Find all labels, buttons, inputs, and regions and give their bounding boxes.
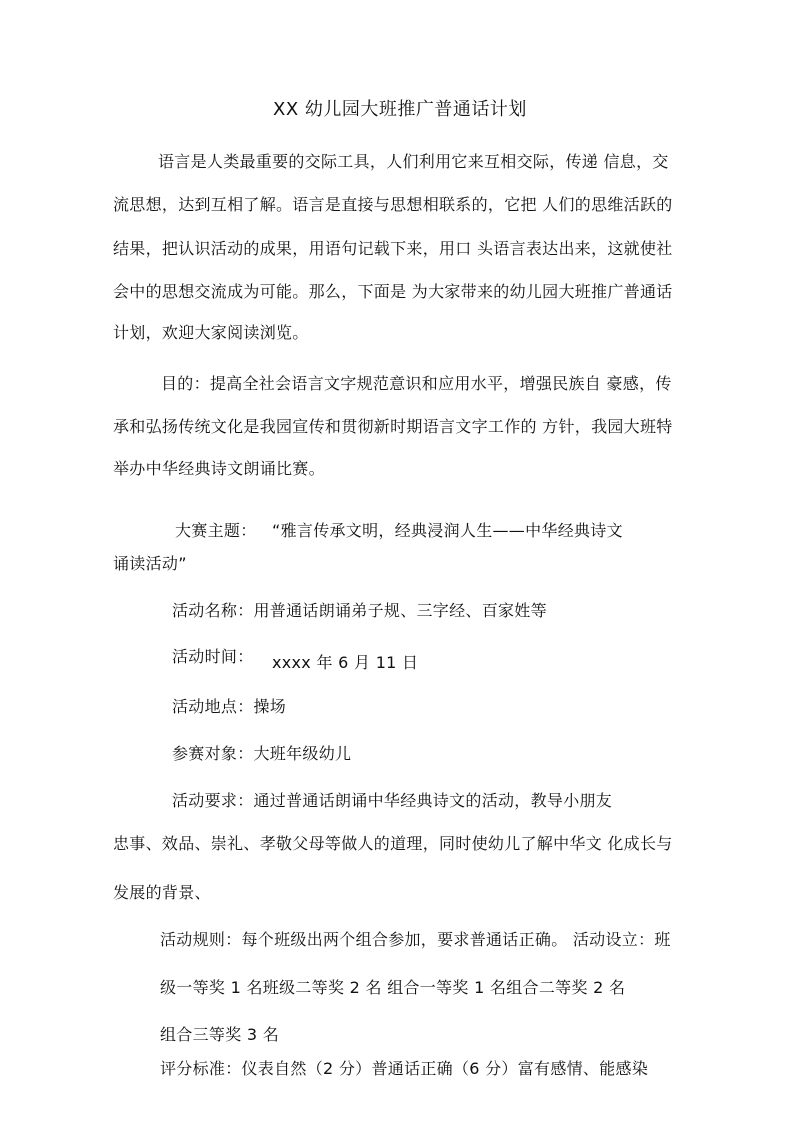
purpose-line-2: 承和弘扬传统文化是我园宣传和贯彻新时期语言文字工作的 方针，我园大班特: [113, 417, 673, 436]
activity-time-label: 活动时间：: [172, 647, 254, 666]
requirements-line-2: 忠事、效品、崇礼、孝敬父母等做人的道理，同时使幼儿了解中华文 化成长与: [113, 834, 673, 853]
rules-line-1: 活动规则：每个班级出两个组合参加，要求普通话正确。 活动设立：班: [160, 930, 671, 949]
activity-time-value: xxxx 年 6 月 11 日: [272, 653, 419, 672]
purpose-line-3: 举办中华经典诗文朗诵比赛。: [113, 459, 325, 478]
intro-line-4: 会中的思想交流成为可能。那么，下面是 为大家带来的幼儿园大班推广普通话: [113, 282, 673, 301]
rules-line-2: 级一等奖 1 名班级二等奖 2 名 组合一等奖 1 名组合二等奖 2 名: [160, 978, 626, 997]
intro-line-2: 流思想，达到互相了解。语言是直接与思想相联系的，它把 人们的思维活跃的: [113, 195, 673, 214]
purpose-line-1: 目的：提高全社会语言文字规范意识和应用水平，增强民族自 豪感，传: [161, 374, 672, 393]
activity-place: 活动地点：操场: [172, 697, 287, 716]
scoring-line: 评分标准：仪表自然（2 分）普通话正确（6 分）富有感情、能感染: [160, 1059, 649, 1078]
theme-label: 大赛主题：: [175, 521, 257, 540]
requirements-line-3: 发展的背景、: [113, 883, 211, 902]
activity-name: 活动名称：用普通话朗诵弟子规、三字经、百家姓等: [172, 601, 547, 620]
rules-line-3: 组合三等奖 3 名: [160, 1025, 280, 1044]
participants: 参赛对象：大班年级幼儿: [172, 744, 352, 763]
intro-line-5: 计划，欢迎大家阅读浏览。: [113, 323, 309, 342]
document-title: XX 幼儿园大班推广普通话计划: [273, 99, 527, 120]
intro-line-1: 语言是人类最重要的交际工具，人们利用它来互相交际，传递 信息，交: [158, 152, 669, 171]
intro-line-3: 结果，把认识活动的成果，用语句记载下来，用口 头语言表达出来，这就使社: [113, 239, 673, 258]
requirements-line-1: 活动要求：通过普通话朗诵中华经典诗文的活动，教导小朋友: [172, 791, 613, 810]
theme-text-1: “雅言传承文明，经典浸润人生——中华经典诗文: [272, 521, 623, 540]
theme-text-2: 诵读活动”: [113, 554, 187, 573]
